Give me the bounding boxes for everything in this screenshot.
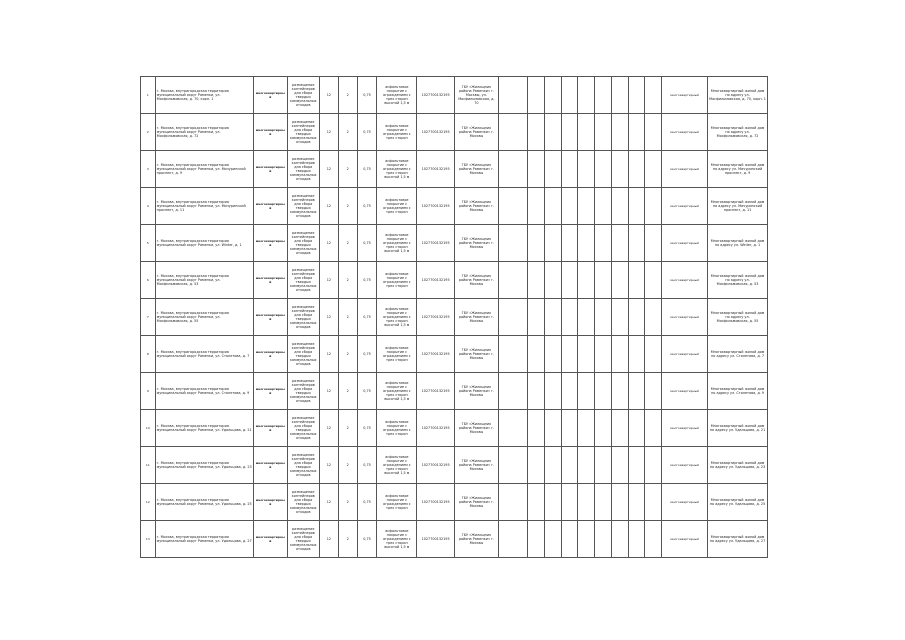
empty-cell — [611, 151, 628, 188]
cell-purpose: размещение контейнеров для сбора твердых коммунальных отходов — [287, 373, 319, 410]
empty-cell — [561, 336, 578, 373]
cell-ogrn: 1027700132195 — [417, 410, 455, 447]
empty-cell — [611, 299, 628, 336]
empty-cell — [498, 225, 527, 262]
empty-cell — [628, 299, 645, 336]
table-row — [141, 521, 768, 558]
empty-cell — [544, 188, 561, 225]
cell-volume: 0,75 — [357, 410, 377, 447]
table-row — [141, 114, 768, 151]
cell-purpose: размещение контейнеров для сбора твердых коммунальных отходов — [287, 188, 319, 225]
cell-type: многоквартирный — [254, 373, 287, 410]
cell-purpose: размещение контейнеров для сбора твердых коммунальных отходов — [287, 336, 319, 373]
cell-volume: 0,75 — [357, 151, 377, 188]
cell-coverage: асфальтовое покрытие с ограждением с трех сторон — [377, 262, 417, 299]
cell-address: г. Москва, внутригородская территория муниципальный округ Раменки, ул. Мосфильмовская, д. 55 — [155, 299, 253, 336]
empty-cell — [528, 151, 545, 188]
empty-cell — [544, 410, 561, 447]
cell-volume: 0,75 — [357, 262, 377, 299]
cell-coverage: асфальтовое покрытие с ограждением с трех сторон высотой 1,5 м — [377, 447, 417, 484]
cell-area: 12 — [319, 151, 338, 188]
cell-area: 12 — [319, 262, 338, 299]
empty-cell — [528, 188, 545, 225]
cell-coverage: асфальтовое покрытие с ограждением с трех сторон высотой 1,5 м — [377, 77, 417, 114]
empty-cell — [595, 336, 612, 373]
cell-ogrn: 1027700132195 — [417, 77, 455, 114]
cell-address: г. Москва, внутригородская территория муниципальный округ Раменки, ул. Мосфильмовская, д. 72 — [155, 114, 253, 151]
cell-area: 12 — [319, 410, 338, 447]
cell-volume: 0,75 — [357, 484, 377, 521]
cell-ogrn: 1027700132195 — [417, 484, 455, 521]
empty-cell — [544, 336, 561, 373]
cell-address: г. Москва, внутригородская территория муниципальный округ Раменки, ул. Удальцова, д. 21 — [155, 410, 253, 447]
empty-cell — [645, 114, 662, 151]
empty-cell — [578, 373, 595, 410]
cell-address: г. Москва, внутригородская территория муниципальный округ Раменки, ул. Удальцова, д. 25 — [155, 484, 253, 521]
empty-cell — [561, 484, 578, 521]
empty-cell — [561, 77, 578, 114]
cell-area: 12 — [319, 188, 338, 225]
cell-address: г. Москва, внутригородская территория муниципальный округ Раменки, ул. Мосфильмовская, д. 70, корп. 1 — [155, 77, 253, 114]
empty-cell — [528, 114, 545, 151]
cell-volume: 0,75 — [357, 336, 377, 373]
cell-address: г. Москва, внутригородская территория муниципальный округ Раменки, ул. Столетова, д. 9 — [155, 373, 253, 410]
empty-cell — [544, 225, 561, 262]
cell-type: многоквартирный — [254, 484, 287, 521]
empty-cell — [628, 484, 645, 521]
cell-area: 12 — [319, 114, 338, 151]
empty-cell — [611, 114, 628, 151]
cell-type: многоквартирный — [662, 299, 708, 336]
cell-area: 12 — [319, 447, 338, 484]
empty-cell — [528, 410, 545, 447]
empty-cell — [611, 188, 628, 225]
cell-sources: Многоквартирный жилой дом по адресу ул. Мосфильмовская, д. 70, корп. 1 — [708, 77, 768, 114]
cell-type: многоквартирный — [662, 188, 708, 225]
cell-ogrn: 1027700132195 — [417, 151, 455, 188]
cell-num: 2 — [141, 114, 156, 151]
cell-address: г. Москва, внутригородская территория муниципальный округ Раменки, ул. Столетова, д. 7 — [155, 336, 253, 373]
empty-cell — [628, 373, 645, 410]
cell-owner: ГБУ «Жилищник района Раменки» г. Москвы — [454, 410, 498, 447]
cell-owner: ГБУ «Жилищник района Раменки» г. Москвы — [454, 262, 498, 299]
cell-ogrn: 1027700132195 — [417, 188, 455, 225]
cell-ogrn: 1027700132195 — [417, 336, 455, 373]
cell-type: многоквартирный — [662, 484, 708, 521]
cell-sources: Многоквартирный жилой дом по адресу ул. Мосфильмовская, д. 53 — [708, 262, 768, 299]
cell-owner: ГБУ «Жилищник района Раменки» г. Москвы — [454, 447, 498, 484]
empty-cell — [561, 521, 578, 558]
cell-num: 8 — [141, 336, 156, 373]
cell-type: многоквартирный — [254, 447, 287, 484]
cell-ogrn: 1027700132195 — [417, 373, 455, 410]
empty-cell — [498, 447, 527, 484]
table-row — [141, 484, 768, 521]
cell-volume: 0,75 — [357, 114, 377, 151]
table-row — [141, 151, 768, 188]
cell-volume: 0,75 — [357, 447, 377, 484]
empty-cell — [498, 299, 527, 336]
cell-coverage: асфальтовое покрытие с ограждением с трех сторон — [377, 410, 417, 447]
empty-cell — [578, 447, 595, 484]
empty-cell — [498, 521, 527, 558]
empty-cell — [528, 77, 545, 114]
cell-address: г. Москва, внутригородская территория муниципальный округ Раменки, ул. Мичуринский проспект, д. 11 — [155, 188, 253, 225]
cell-ogrn: 1027700132195 — [417, 114, 455, 151]
cell-owner: ГБУ «Жилищник района Раменки» г. Москвы — [454, 299, 498, 336]
cell-coverage: асфальтовое покрытие с ограждением с трех сторон — [377, 114, 417, 151]
empty-cell — [561, 225, 578, 262]
empty-cell — [595, 77, 612, 114]
cell-purpose: размещение контейнеров для сбора твердых коммунальных отходов — [287, 151, 319, 188]
empty-cell — [578, 262, 595, 299]
empty-cell — [645, 410, 662, 447]
empty-cell — [498, 77, 527, 114]
empty-cell — [611, 410, 628, 447]
cell-num: 10 — [141, 410, 156, 447]
empty-cell — [595, 262, 612, 299]
empty-cell — [544, 299, 561, 336]
cell-area: 12 — [319, 484, 338, 521]
cell-sources: Многоквартирный жилой дом по адресу ул. Мосфильмовская, д. 55 — [708, 299, 768, 336]
cell-ogrn: 1027700132195 — [417, 299, 455, 336]
registry-table — [140, 76, 768, 558]
cell-type: многоквартирный — [254, 262, 287, 299]
empty-cell — [628, 77, 645, 114]
empty-cell — [628, 336, 645, 373]
cell-type: многоквартирный — [254, 521, 287, 558]
cell-address: г. Москва, внутригородская территория муниципальный округ Раменки, ул. Удальцова, д. 27 — [155, 521, 253, 558]
table-row — [141, 77, 768, 114]
cell-type: многоквартирный — [662, 262, 708, 299]
cell-count: 2 — [338, 188, 357, 225]
cell-count: 2 — [338, 299, 357, 336]
empty-cell — [544, 262, 561, 299]
empty-cell — [595, 521, 612, 558]
empty-cell — [595, 114, 612, 151]
empty-cell — [528, 336, 545, 373]
empty-cell — [528, 521, 545, 558]
empty-cell — [498, 262, 527, 299]
empty-cell — [544, 151, 561, 188]
cell-purpose: размещение контейнеров для сбора твердых коммунальных отходов — [287, 447, 319, 484]
empty-cell — [628, 447, 645, 484]
empty-cell — [628, 151, 645, 188]
empty-cell — [595, 447, 612, 484]
cell-owner: ГБУ «Жилищник района Раменки» г. Москвы — [454, 373, 498, 410]
cell-num: 4 — [141, 188, 156, 225]
empty-cell — [544, 77, 561, 114]
table-row — [141, 225, 768, 262]
table-row — [141, 373, 768, 410]
cell-count: 2 — [338, 521, 357, 558]
cell-owner: ГБУ «Жилищник района Раменки» г. Москвы, ул. Мосфильмовская, д. 70 — [454, 77, 498, 114]
cell-purpose: размещение контейнеров для сбора твердых коммунальных отходов — [287, 225, 319, 262]
cell-ogrn: 1027700132195 — [417, 521, 455, 558]
cell-type: многоквартирный — [254, 299, 287, 336]
empty-cell — [528, 262, 545, 299]
cell-coverage: асфальтовое покрытие с ограждением с трех сторон — [377, 336, 417, 373]
table-row — [141, 447, 768, 484]
cell-count: 2 — [338, 373, 357, 410]
empty-cell — [498, 188, 527, 225]
empty-cell — [544, 447, 561, 484]
cell-purpose: размещение контейнеров для сбора твердых коммунальных отходов — [287, 114, 319, 151]
cell-num: 11 — [141, 447, 156, 484]
empty-cell — [578, 188, 595, 225]
empty-cell — [645, 225, 662, 262]
cell-coverage: асфальтовое покрытие с ограждением с трех сторон — [377, 188, 417, 225]
cell-count: 2 — [338, 262, 357, 299]
empty-cell — [528, 447, 545, 484]
cell-address: г. Москва, внутригородская территория муниципальный округ Раменки, ул. Мичуринский проспект, д. 9 — [155, 151, 253, 188]
empty-cell — [645, 521, 662, 558]
empty-cell — [645, 77, 662, 114]
cell-type: многоквартирный — [254, 77, 287, 114]
empty-cell — [611, 262, 628, 299]
empty-cell — [645, 336, 662, 373]
cell-sources: Многоквартирный жилой дом по адресу ул. Мичуринский проспект, д. 11 — [708, 188, 768, 225]
empty-cell — [578, 299, 595, 336]
cell-sources: Многоквартирный жилой дом по адресу ул. Удальцова, д. 23 — [708, 447, 768, 484]
cell-count: 2 — [338, 447, 357, 484]
empty-cell — [578, 410, 595, 447]
table-body — [141, 77, 768, 558]
empty-cell — [611, 373, 628, 410]
empty-cell — [628, 225, 645, 262]
cell-area: 12 — [319, 299, 338, 336]
cell-volume: 0,75 — [357, 373, 377, 410]
empty-cell — [645, 262, 662, 299]
empty-cell — [578, 151, 595, 188]
cell-ogrn: 1027700132195 — [417, 447, 455, 484]
empty-cell — [611, 225, 628, 262]
cell-num: 1 — [141, 77, 156, 114]
empty-cell — [561, 151, 578, 188]
cell-address: г. Москва, внутригородская территория муниципальный округ Раменки, ул. Мосфильмовская, д. 53 — [155, 262, 253, 299]
cell-purpose: размещение контейнеров для сбора твердых коммунальных отходов — [287, 484, 319, 521]
cell-type: многоквартирный — [662, 225, 708, 262]
empty-cell — [611, 447, 628, 484]
cell-type: многоквартирный — [254, 151, 287, 188]
empty-cell — [578, 484, 595, 521]
empty-cell — [544, 521, 561, 558]
cell-area: 12 — [319, 373, 338, 410]
cell-volume: 0,75 — [357, 77, 377, 114]
empty-cell — [561, 262, 578, 299]
empty-cell — [528, 373, 545, 410]
cell-coverage: асфальтовое покрытие с ограждением с трех сторон высотой 1,5 м — [377, 299, 417, 336]
cell-area: 12 — [319, 521, 338, 558]
cell-owner: ГБУ «Жилищник района Раменки» г. Москвы — [454, 188, 498, 225]
cell-type: многоквартирный — [662, 521, 708, 558]
cell-coverage: асфальтовое покрытие с ограждением с трех сторон высотой 1,5 м — [377, 373, 417, 410]
cell-purpose: размещение контейнеров для сбора твердых коммунальных отходов — [287, 262, 319, 299]
cell-volume: 0,75 — [357, 225, 377, 262]
cell-address: г. Москва, внутригородская территория муниципальный округ Раменки, ул. Winter, д. 1 — [155, 225, 253, 262]
cell-count: 2 — [338, 410, 357, 447]
cell-owner: ГБУ «Жилищник района Раменки» г. Москвы — [454, 225, 498, 262]
cell-sources: Многоквартирный жилой дом по адресу ул. Мосфильмовская, д. 72 — [708, 114, 768, 151]
cell-area: 12 — [319, 77, 338, 114]
empty-cell — [611, 521, 628, 558]
cell-type: многоквартирный — [254, 410, 287, 447]
empty-cell — [595, 410, 612, 447]
table-row — [141, 410, 768, 447]
empty-cell — [645, 188, 662, 225]
cell-type: многоквартирный — [254, 188, 287, 225]
cell-volume: 0,75 — [357, 188, 377, 225]
cell-num: 6 — [141, 262, 156, 299]
empty-cell — [611, 77, 628, 114]
empty-cell — [544, 114, 561, 151]
empty-cell — [645, 373, 662, 410]
empty-cell — [595, 484, 612, 521]
cell-count: 2 — [338, 114, 357, 151]
cell-count: 2 — [338, 225, 357, 262]
cell-count: 2 — [338, 151, 357, 188]
cell-sources: Многоквартирный жилой дом по адресу ул. Удальцова, д. 21 — [708, 410, 768, 447]
cell-ogrn: 1027700132195 — [417, 225, 455, 262]
empty-cell — [628, 521, 645, 558]
cell-area: 12 — [319, 225, 338, 262]
empty-cell — [544, 373, 561, 410]
cell-num: 9 — [141, 373, 156, 410]
cell-count: 2 — [338, 484, 357, 521]
empty-cell — [645, 299, 662, 336]
table-row — [141, 188, 768, 225]
cell-num: 7 — [141, 299, 156, 336]
cell-type: многоквартирный — [662, 77, 708, 114]
empty-cell — [595, 373, 612, 410]
empty-cell — [561, 299, 578, 336]
empty-cell — [498, 151, 527, 188]
cell-owner: ГБУ «Жилищник района Раменки» г. Москвы — [454, 151, 498, 188]
empty-cell — [498, 114, 527, 151]
cell-num: 5 — [141, 225, 156, 262]
empty-cell — [561, 373, 578, 410]
cell-sources: Многоквартирный жилой дом по адресу ул. Мичуринский проспект, д. 9 — [708, 151, 768, 188]
empty-cell — [611, 336, 628, 373]
cell-coverage: асфальтовое покрытие с ограждением с трех сторон высотой 1,5 м — [377, 151, 417, 188]
empty-cell — [561, 114, 578, 151]
empty-cell — [628, 410, 645, 447]
empty-cell — [645, 151, 662, 188]
cell-ogrn: 1027700132195 — [417, 262, 455, 299]
empty-cell — [561, 188, 578, 225]
empty-cell — [578, 336, 595, 373]
cell-num: 12 — [141, 484, 156, 521]
empty-cell — [498, 336, 527, 373]
cell-type: многоквартирный — [254, 225, 287, 262]
cell-sources: Многоквартирный жилой дом по адресу ул. Столетова, д. 9 — [708, 373, 768, 410]
cell-type: многоквартирный — [254, 336, 287, 373]
cell-owner: ГБУ «Жилищник района Раменки» г. Москвы — [454, 484, 498, 521]
empty-cell — [578, 225, 595, 262]
cell-type: многоквартирный — [662, 151, 708, 188]
table-row — [141, 299, 768, 336]
empty-cell — [628, 262, 645, 299]
cell-sources: Многоквартирный жилой дом по адресу ул. Удальцова, д. 27 — [708, 521, 768, 558]
cell-num: 13 — [141, 521, 156, 558]
empty-cell — [595, 299, 612, 336]
cell-volume: 0,75 — [357, 521, 377, 558]
cell-type: многоквартирный — [254, 114, 287, 151]
cell-type: многоквартирный — [662, 114, 708, 151]
cell-address: г. Москва, внутригородская территория муниципальный округ Раменки, ул. Удальцова, д. 23 — [155, 447, 253, 484]
cell-coverage: асфальтовое покрытие с ограждением с трех сторон высотой 1,5 м — [377, 521, 417, 558]
table-row — [141, 336, 768, 373]
cell-type: многоквартирный — [662, 410, 708, 447]
cell-area: 12 — [319, 336, 338, 373]
cell-coverage: асфальтовое покрытие с ограждением с трех сторон высотой 1,5 м — [377, 225, 417, 262]
cell-type: многоквартирный — [662, 373, 708, 410]
cell-purpose: размещение контейнеров для сбора твердых коммунальных отходов — [287, 77, 319, 114]
empty-cell — [578, 521, 595, 558]
empty-cell — [595, 188, 612, 225]
cell-sources: Многоквартирный жилой дом по адресу ул. Удальцова, д. 25 — [708, 484, 768, 521]
cell-purpose: размещение контейнеров для сбора твердых коммунальных отходов — [287, 299, 319, 336]
empty-cell — [528, 484, 545, 521]
cell-purpose: размещение контейнеров для сбора твердых коммунальных отходов — [287, 521, 319, 558]
cell-count: 2 — [338, 77, 357, 114]
cell-owner: ГБУ «Жилищник района Раменки» г. Москвы — [454, 521, 498, 558]
cell-volume: 0,75 — [357, 299, 377, 336]
cell-sources: Многоквартирный жилой дом по адресу ул. Столетова, д. 7 — [708, 336, 768, 373]
cell-owner: ГБУ «Жилищник района Раменки» г. Москвы — [454, 114, 498, 151]
empty-cell — [595, 151, 612, 188]
empty-cell — [611, 484, 628, 521]
empty-cell — [498, 484, 527, 521]
empty-cell — [561, 447, 578, 484]
empty-cell — [498, 410, 527, 447]
empty-cell — [645, 447, 662, 484]
cell-purpose: размещение контейнеров для сбора твердых коммунальных отходов — [287, 410, 319, 447]
table-row — [141, 262, 768, 299]
empty-cell — [578, 77, 595, 114]
empty-cell — [544, 484, 561, 521]
cell-num: 3 — [141, 151, 156, 188]
empty-cell — [528, 225, 545, 262]
cell-type: многоквартирный — [662, 447, 708, 484]
cell-count: 2 — [338, 336, 357, 373]
empty-cell — [528, 299, 545, 336]
empty-cell — [498, 373, 527, 410]
cell-sources: Многоквартирный жилой дом по адресу ул. Winter, д. 1 — [708, 225, 768, 262]
empty-cell — [578, 114, 595, 151]
empty-cell — [645, 484, 662, 521]
empty-cell — [628, 114, 645, 151]
empty-cell — [628, 188, 645, 225]
cell-owner: ГБУ «Жилищник района Раменки» г. Москвы — [454, 336, 498, 373]
cell-type: многоквартирный — [662, 336, 708, 373]
empty-cell — [561, 410, 578, 447]
cell-coverage: асфальтовое покрытие с ограждением с трех сторон — [377, 484, 417, 521]
empty-cell — [595, 225, 612, 262]
